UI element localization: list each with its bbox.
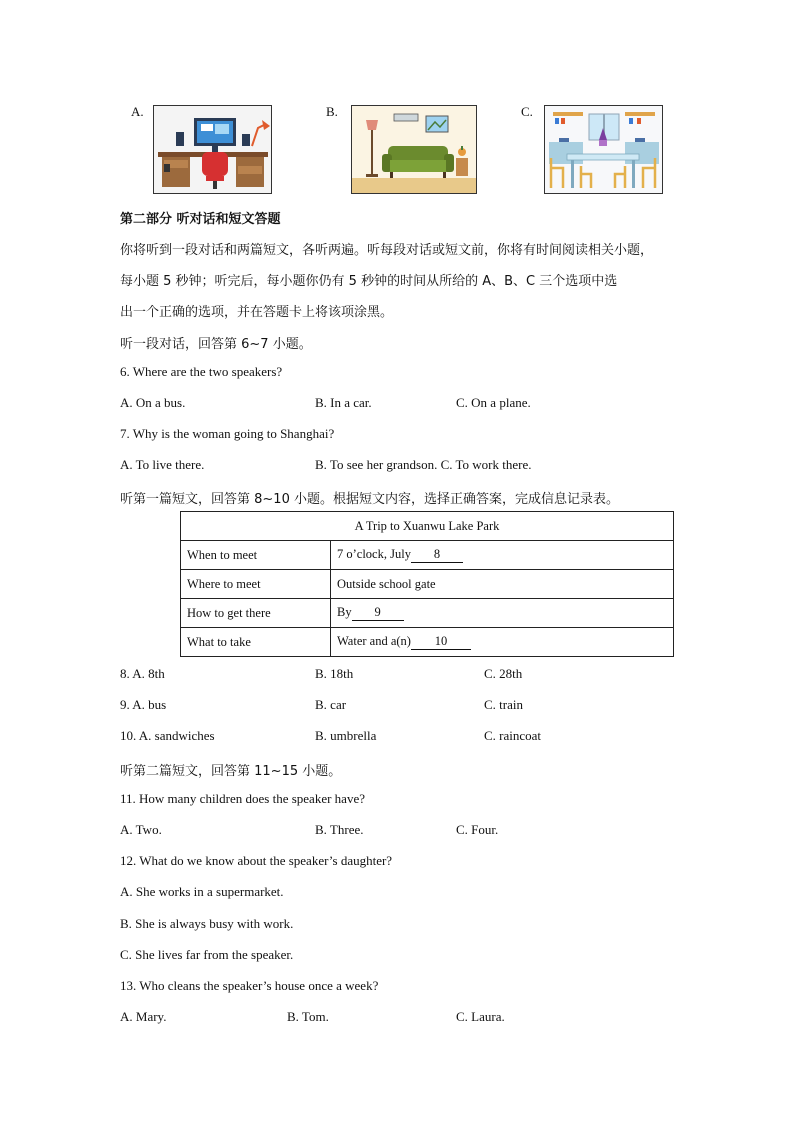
section-title: 第二部分 听对话和短文答题 [120, 212, 281, 227]
question-10-option-b[interactable]: B. umbrella [315, 728, 377, 743]
row-value-how-text: By [337, 605, 352, 619]
row-label-where: Where to meet [181, 570, 331, 599]
question-7-option-a[interactable]: A. To live there. [120, 457, 205, 472]
row-value-when [331, 541, 674, 570]
option-a-label: A. [131, 104, 144, 119]
table-row [181, 628, 674, 657]
table-row [181, 541, 674, 570]
question-10-option-a[interactable]: 10. A. sandwiches [120, 728, 215, 743]
question-11-option-a[interactable]: A. Two. [120, 822, 162, 837]
passage-1-intro: 听第一篇短文，回答第 8~10 小题。根据短文内容，选择正确答案，完成信息记录表。 [120, 492, 619, 507]
row-value-what-text: Water and a(n) [337, 634, 411, 648]
table-title-row [181, 512, 674, 541]
row-value-what [331, 628, 674, 657]
row-value-where: Outside school gate [331, 570, 674, 599]
row-label-when: When to meet [181, 541, 331, 570]
question-13-option-c[interactable]: C. Laura. [456, 1009, 505, 1024]
table-title: A Trip to Xuanwu Lake Park [181, 512, 674, 541]
blank-10: 10 [411, 634, 471, 650]
question-10-option-c[interactable]: C. raincoat [484, 728, 542, 743]
option-c-label: C. [521, 104, 533, 119]
question-11-option-c[interactable]: C. Four. [456, 822, 499, 837]
instructions-line-2: 每小题 5 秒钟；听完后，每小题你仍有 5 秒钟的时间从所给的 A、B、C 三个选项中选 [120, 274, 618, 289]
question-12-stem: 12. What do we know about the speaker’s daughter? [120, 853, 393, 868]
question-9-option-b[interactable]: B. car [315, 697, 347, 712]
question-7-options-b-c[interactable]: B. To see her grandson. C. To work there. [315, 457, 532, 472]
passage-2-intro: 听第二篇短文，回答第 11~15 小题。 [120, 764, 342, 779]
question-12-option-b[interactable]: B. She is always busy with work. [120, 916, 294, 931]
row-label-what: What to take [181, 628, 331, 657]
question-8-option-b[interactable]: B. 18th [315, 666, 354, 681]
question-9-option-a[interactable]: 9. A. bus [120, 697, 167, 712]
table-row [181, 599, 674, 628]
dialog-intro: 听一段对话，回答第 6~7 小题。 [120, 337, 312, 352]
kitchen-picture [544, 105, 663, 194]
row-value-when-text: 7 o’clock, July [337, 547, 411, 561]
option-b-label: B. [326, 104, 338, 119]
question-7-stem: 7. Why is the woman going to Shanghai? [120, 426, 335, 441]
instructions-line-1: 你将听到一段对话和两篇短文，各听两遍。听每段对话或短文前，你将有时间阅读相关小题， [120, 243, 654, 258]
question-6-option-c[interactable]: C. On a plane. [456, 395, 531, 410]
living-room-picture [351, 105, 477, 194]
info-record-table [180, 511, 674, 657]
question-11-option-b[interactable]: B. Three. [315, 822, 364, 837]
question-8-option-a[interactable]: 8. A. 8th [120, 666, 165, 681]
question-6-option-a[interactable]: A. On a bus. [120, 395, 186, 410]
question-6-stem: 6. Where are the two speakers? [120, 364, 283, 379]
study-room-picture [153, 105, 272, 194]
table-row [181, 570, 674, 599]
question-9-option-c[interactable]: C. train [484, 697, 523, 712]
row-label-how: How to get there [181, 599, 331, 628]
instructions-line-3: 出一个正确的选项，并在答题卡上将该项涂黑。 [120, 305, 394, 320]
question-6-option-b[interactable]: B. In a car. [315, 395, 372, 410]
question-13-option-b[interactable]: B. Tom. [287, 1009, 329, 1024]
blank-8: 8 [411, 547, 463, 563]
question-13-option-a[interactable]: A. Mary. [120, 1009, 167, 1024]
blank-9: 9 [352, 605, 404, 621]
question-13-stem: 13. Who cleans the speaker’s house once a week? [120, 978, 379, 993]
row-value-how [331, 599, 674, 628]
question-12-option-c[interactable]: C. She lives far from the speaker. [120, 947, 294, 962]
question-12-option-a[interactable]: A. She works in a supermarket. [120, 884, 284, 899]
question-11-stem: 11. How many children does the speaker have? [120, 791, 365, 806]
question-8-option-c[interactable]: C. 28th [484, 666, 523, 681]
